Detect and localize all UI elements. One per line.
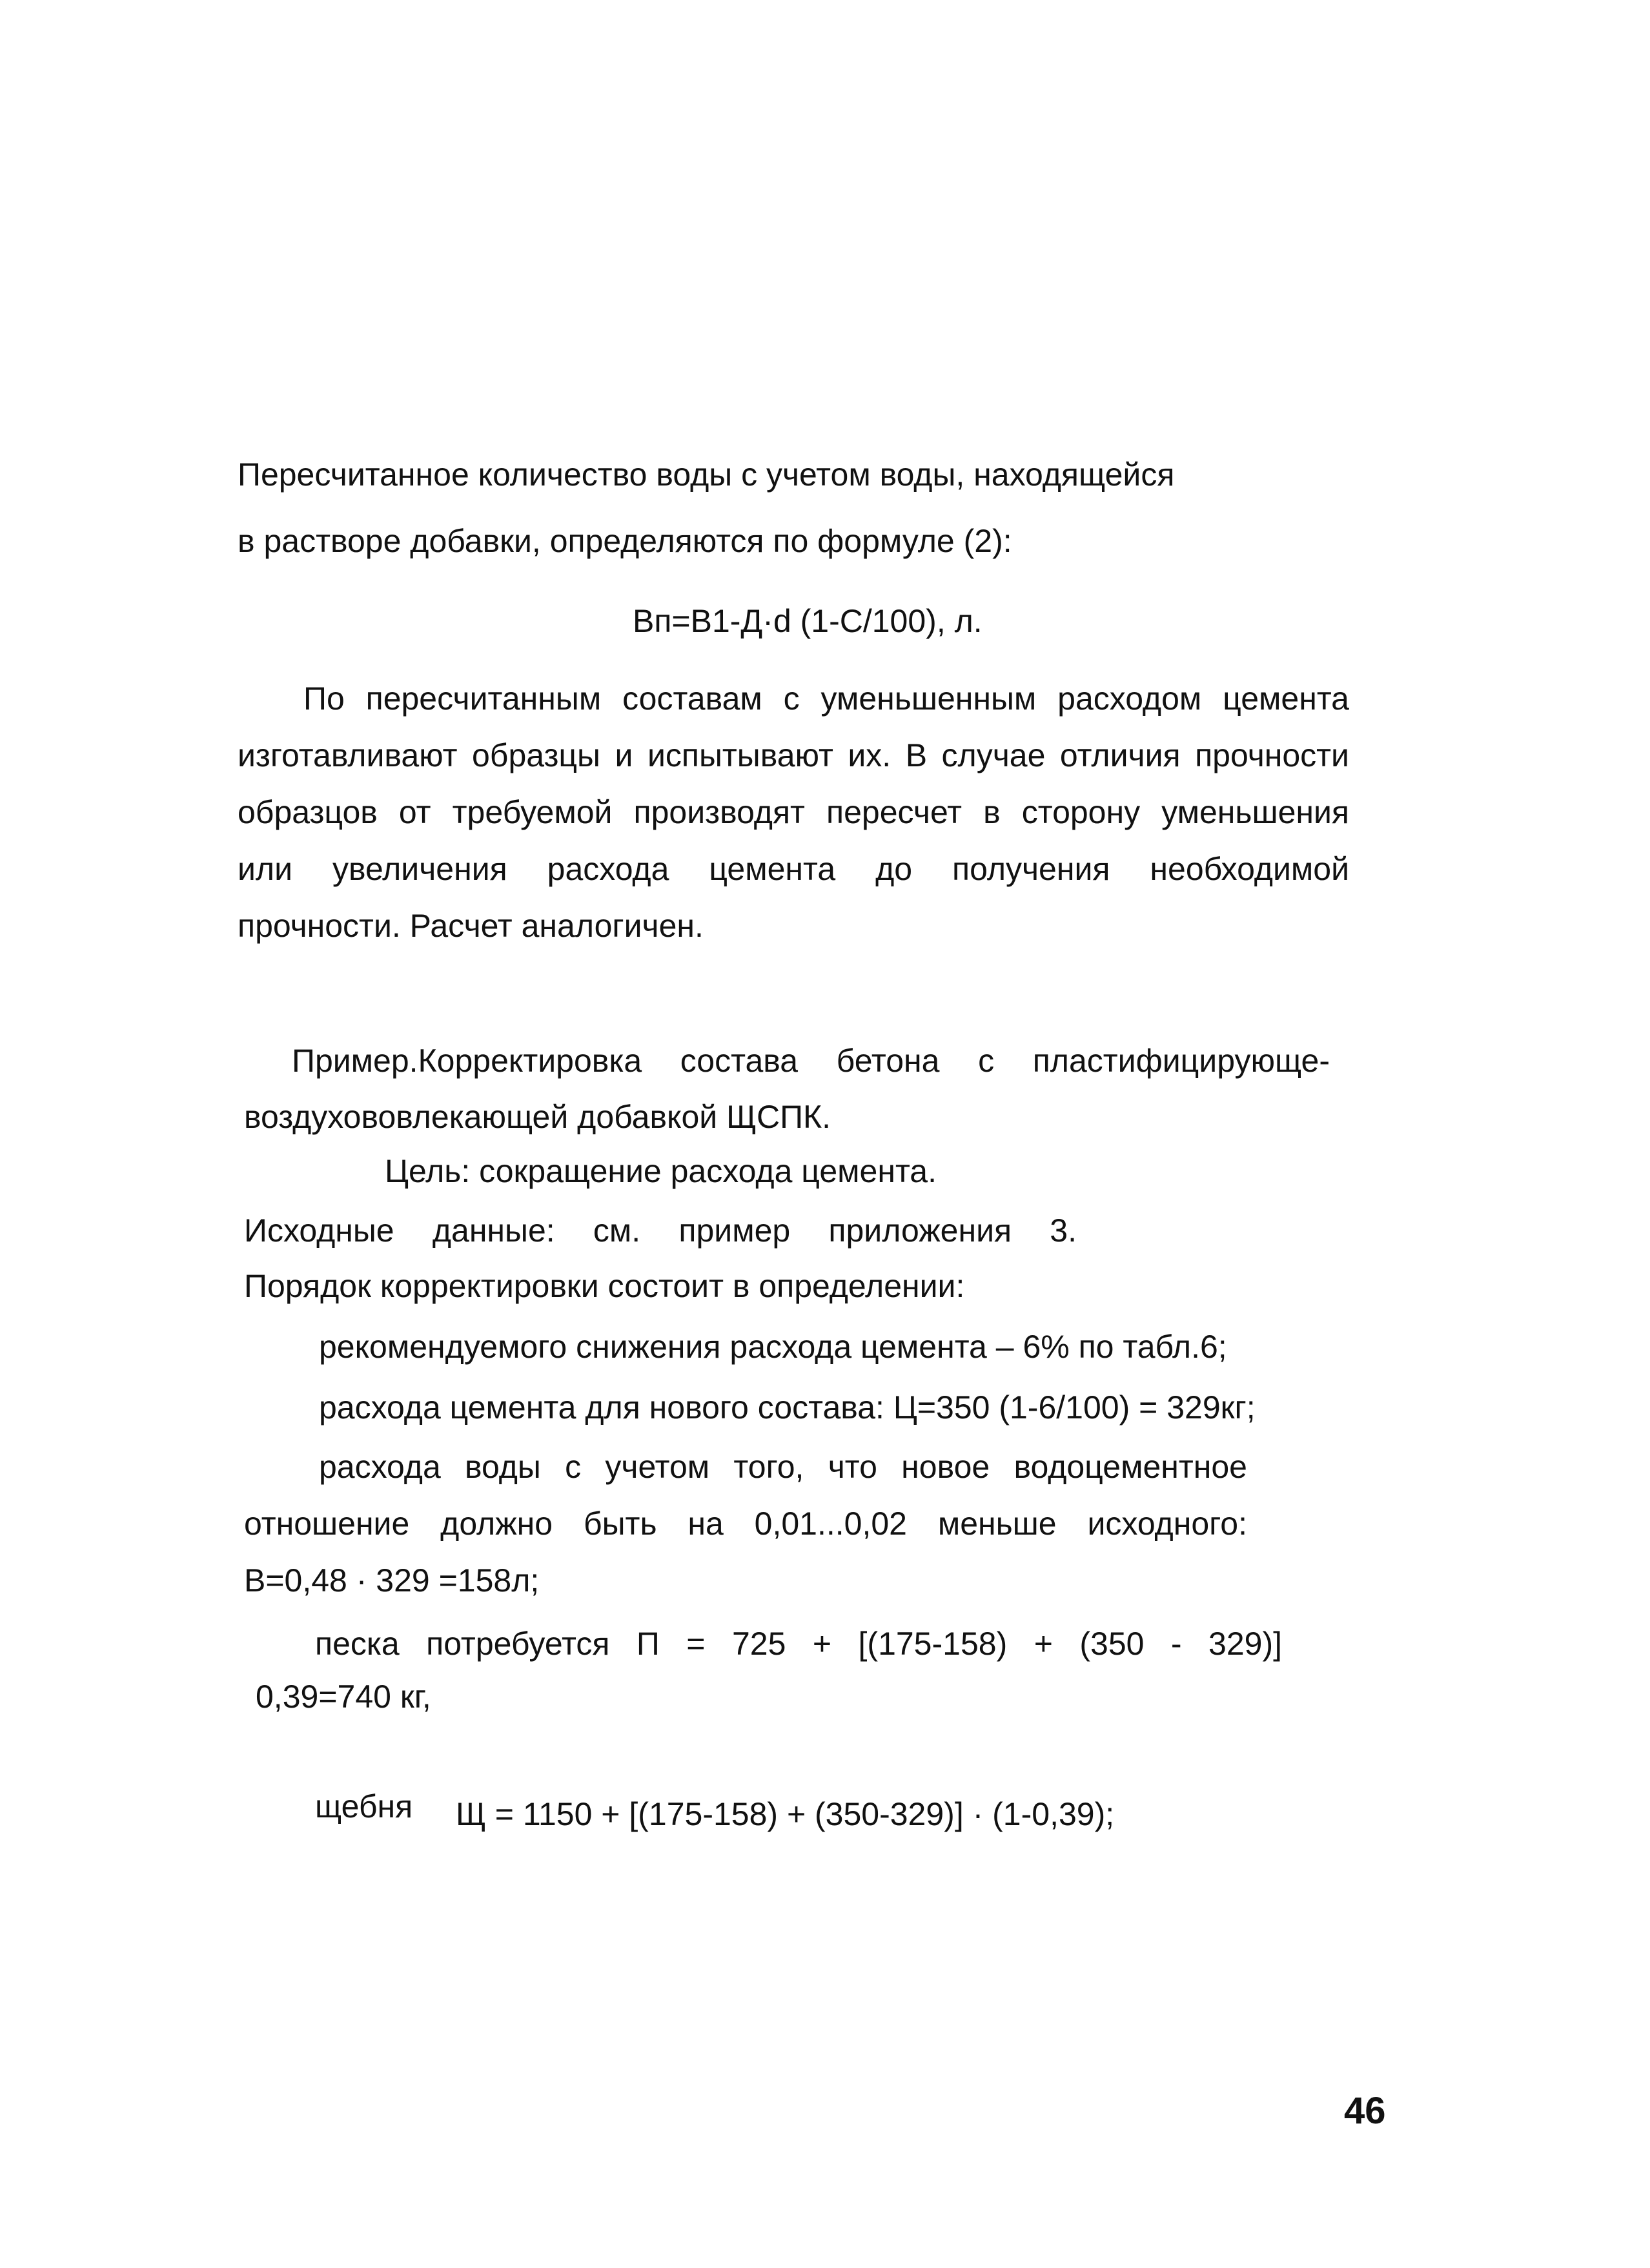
example-step1: рекомендуемого снижения расхода цемента – 6% по табл.6; [319,1329,1227,1365]
paragraph1-line2: в растворе добавки, определяются по формуле (2): [238,523,1012,559]
example-procedure: Порядок корректировки состоит в определении: [244,1268,965,1304]
example-step3-line1: расхода воды с учетом того, что новое водоцементное [319,1449,1247,1485]
paragraph2-line3: образцов от требуемой производят пересчет в сторону уменьшения [238,794,1349,830]
formula: Вп=В1-Д·d (1-С/100), л. [633,603,983,639]
example-step3-line3: В=0,48 · 329 =158л; [244,1562,540,1599]
paragraph2-line1: По пересчитанным составам с уменьшенным расходом цемента [303,680,1349,717]
example-title-line2: воздухововлекающей добавкой ЩСПК. [244,1099,831,1135]
example-step4-line2: 0,39=740 кг, [256,1679,431,1715]
example-step2: расхода цемента для нового состава: Ц=350 (1-6/100) = 329кг; [319,1389,1256,1425]
paragraph1-line1: Пересчитанное количество воды с учетом воды, находящейся [238,456,1175,493]
paragraph2-line5: прочности. Расчет аналогичен. [238,908,704,944]
example-goal: Цель: сокращение расхода цемента. [385,1153,937,1189]
example-initial-data: Исходные данные: см. пример приложения 3. [244,1212,1077,1249]
example-step4-line1: песка потребуется П = 725 + [(175-158) + (350 - 329)] [315,1626,1282,1662]
paragraph2-line4: или увеличения расхода цемента до получения необходимой [238,851,1349,887]
example-step3-line2: отношение должно быть на 0,01...0,02 меньше исходного: [244,1506,1247,1542]
example-title-line1: Пример.Корректировка состава бетона с пластифицирующе- [292,1043,1330,1079]
paragraph2-line2: изготавливают образцы и испытывают их. В случае отличия прочности [238,737,1349,773]
example-step5-formula: Щ = 1150 + [(175-158) + (350-329)] · (1-0,39); [456,1796,1115,1832]
page-number: 46 [1344,2090,1386,2132]
example-step5-label: щебня [315,1788,413,1824]
